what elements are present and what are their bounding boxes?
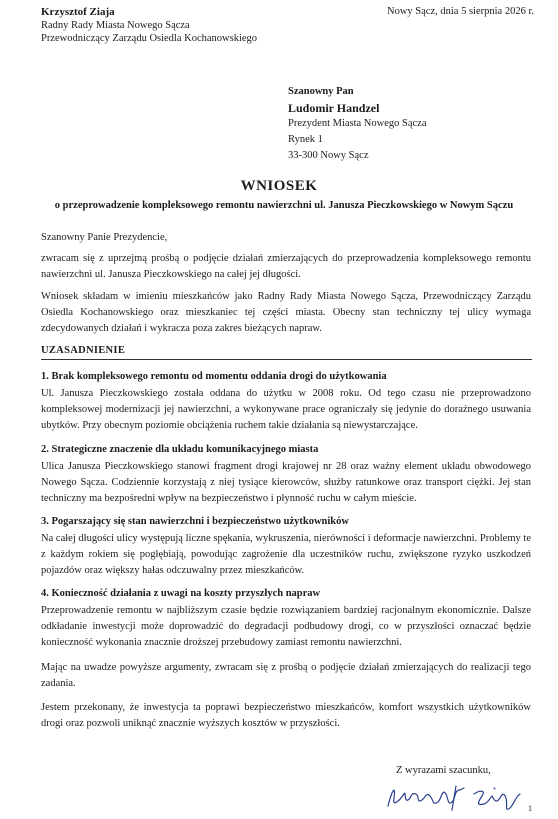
- point-4-body: Przeprowadzenie remontu w najbliższym czasie będzie rozwiązaniem bardziej racjonalnym ekonomicznie. Dalsze odkładanie inwestycji może doprowadzić do degradacji podbudowy drogi, co w przyszłości oznaczać będzie konieczność wykonania znacznie droższej przebudowy zamiast remontu nawierzchni.: [41, 605, 531, 648]
- closing-paragraph-2: Jestem przekonany, że inwestycja ta poprawi bezpieczeństwo mieszkańców, komfort wszystkich użytkowników drogi oraz pozwoli uniknąć znacznie wyższych kosztów w przyszłości.: [41, 702, 531, 729]
- recipient-title: Prezydent Miasta Nowego Sącza: [288, 118, 427, 129]
- sender-role-1: Radny Rady Miasta Nowego Sącza: [41, 20, 190, 31]
- justification-heading: UZASADNIENIE: [41, 345, 532, 360]
- document-subtitle: o przeprowadzenie kompleksowego remontu nawierzchni ul. Janusza Pieczkowskiego w Nowym Sączu: [54, 200, 514, 211]
- document-title: WNIOSEK: [240, 178, 318, 194]
- point-1-body: Ul. Janusza Pieczkowskiego została oddana do użytku w 2008 roku. Od tego czasu nie przeprowadzono kompleksowej modernizacji jej nawierzchni, a wykonywane prace ograniczały się jedynie do doraźnego usuwania ubytków. Przy obecnym poziomie obciążenia ruchem takie działania są niewystarczające.: [41, 388, 531, 431]
- handwritten-signature: [382, 776, 532, 816]
- salutation: Szanowny Panie Prezydencie,: [41, 232, 168, 243]
- recipient-street: Rynek 1: [288, 134, 323, 145]
- point-3-body: Na całej długości ulicy występują liczne spękania, wykruszenia, nierówności i deformacje nawierzchni. Problemy te z każdym rokiem się pogłębiają, powodując zagrożenie dla uczestników ruchu, zwiększone ryzyko uszkodzeń pojazdów oraz większy hałas odczuwalny przez mieszkańców.: [41, 533, 531, 576]
- point-1-title: 1. Brak kompleksowego remontu od momentu oddania drogi do użytkowania: [41, 371, 387, 382]
- recipient-greeting: Szanowny Pan: [288, 86, 354, 97]
- regards-line: Z wyrazami szacunku,: [396, 765, 491, 776]
- intro-paragraph: zwracam się z uprzejmą prośbą o podjęcie działań zmierzających do przeprowadzenia kompleksowego remontu nawierzchni ul. Janusza Pieczkowskiego na całej jej długości.: [41, 253, 531, 280]
- point-2-body: Ulica Janusza Pieczkowskiego stanowi fragment drogi krajowej nr 28 oraz ważny element układu obwodowego Nowego Sącza. Codziennie korzystają z niej tysiące kierowców, służby ratunkowe oraz transport ciężki. Jej stan techniczny ma bezpośredni wpływ na bezpieczeństwo i płynność ruchu w całym mieście.: [41, 461, 531, 504]
- page-number: 1: [528, 804, 532, 813]
- sender-block: [41, 6, 257, 45]
- recipient-city: 33-300 Nowy Sącz: [288, 150, 369, 161]
- point-2-title: 2. Strategiczne znaczenie dla układu komunikacyjnego miasta: [41, 444, 319, 455]
- recipient-name: Ludomir Handzel: [288, 101, 380, 115]
- point-4-title: 4. Konieczność działania z uwagi na koszty przyszłych napraw: [41, 588, 321, 599]
- closing-paragraph-1: Mając na uwadze powyższe argumenty, zwracam się z prośbą o podjęcie działań zmierzających do realizacji tego zadania.: [41, 662, 531, 689]
- recipient-block: [288, 84, 427, 164]
- letter-date: Nowy Sącz, dnia 5 sierpnia 2026 r.: [387, 6, 534, 17]
- sender-role-2: Przewodniczący Zarządu Osiedla Kochanowskiego: [41, 33, 258, 44]
- sender-name: Krzysztof Ziaja: [41, 6, 115, 18]
- point-3-title: 3. Pogarszający się stan nawierzchni i bezpieczeństwo użytkowników: [41, 516, 349, 527]
- context-paragraph: Wniosek składam w imieniu mieszkańców jako Radny Rady Miasta Nowego Sącza, Przewodniczący Zarządu Osiedla Kochanowskiego oraz mieszkaniec tej części miasta. Obecny stan techniczny tej ulicy wymaga zdecydowanych działań i wykracza poza zakres bieżących napraw.: [41, 291, 531, 334]
